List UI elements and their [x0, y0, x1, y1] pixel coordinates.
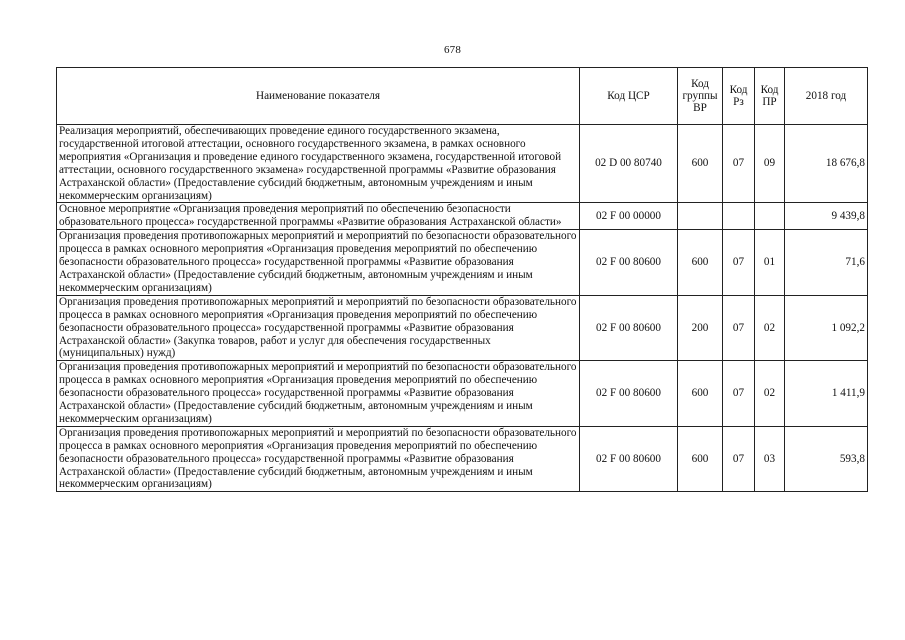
row-amount: 1 411,9	[785, 361, 868, 427]
row-rz	[723, 203, 755, 230]
row-csr: 02 F 00 80600	[580, 361, 678, 427]
row-csr: 02 F 00 00000	[580, 203, 678, 230]
header-vr: Код группы ВР	[678, 68, 723, 125]
row-vr: 600	[678, 426, 723, 492]
row-amount: 593,8	[785, 426, 868, 492]
table-row	[57, 203, 868, 230]
row-amount: 71,6	[785, 230, 868, 296]
row-vr: 600	[678, 361, 723, 427]
table-row	[57, 230, 868, 296]
row-name: Реализация мероприятий, обеспечивающих проведение единого государственного экзамена, государственной итоговой аттестации, основного государственного экзамена, в рамках основного мероприятия «Организация и проведение единого государственного экзамена, государственной итоговой аттестации, основного государственного экзамена» государственной программы «Развитие образования Астраханской области» (Предоставление субсидий бюджетным, автономным учреждениям и иным некоммерческим организациям)	[57, 125, 580, 203]
table-row	[57, 125, 868, 203]
table-row	[57, 361, 868, 427]
header-rz: Код Рз	[723, 68, 755, 125]
row-amount: 1 092,2	[785, 295, 868, 361]
row-rz: 07	[723, 361, 755, 427]
row-amount: 18 676,8	[785, 125, 868, 203]
table-row	[57, 295, 868, 361]
row-name: Организация проведения противопожарных мероприятий и мероприятий по безопасности образовательного процесса в рамках основного мероприятия «Организация проведения мероприятий по обеспечению безопасности образовательного процесса» государственной программы «Развитие образования Астраханской области» (Закупка товаров, работ и услуг для обеспечения государственных (муниципальных) нужд)	[57, 295, 580, 361]
table-header-row	[57, 68, 868, 125]
row-pr: 01	[755, 230, 785, 296]
row-pr: 09	[755, 125, 785, 203]
row-amount: 9 439,8	[785, 203, 868, 230]
header-csr: Код ЦСР	[580, 68, 678, 125]
row-rz: 07	[723, 295, 755, 361]
row-vr: 600	[678, 125, 723, 203]
row-name: Организация проведения противопожарных мероприятий и мероприятий по безопасности образовательного процесса в рамках основного мероприятия «Организация проведения мероприятий по обеспечению безопасности образовательного процесса» государственной программы «Развитие образования Астраханской области» (Предоставление субсидий бюджетным, автономным учреждениям и иным некоммерческим организациям)	[57, 426, 580, 492]
row-rz: 07	[723, 230, 755, 296]
row-pr	[755, 203, 785, 230]
row-csr: 02 F 00 80600	[580, 230, 678, 296]
budget-table	[56, 67, 868, 492]
row-csr: 02 D 00 80740	[580, 125, 678, 203]
row-name: Организация проведения противопожарных мероприятий и мероприятий по безопасности образовательного процесса в рамках основного мероприятия «Организация проведения мероприятий по обеспечению безопасности образовательного процесса» государственной программы «Развитие образования Астраханской области» (Предоставление субсидий бюджетным, автономным учреждениям и иным некоммерческим организациям)	[57, 361, 580, 427]
row-rz: 07	[723, 426, 755, 492]
row-rz: 07	[723, 125, 755, 203]
row-pr: 03	[755, 426, 785, 492]
page-number: 678	[443, 44, 462, 56]
row-name: Организация проведения противопожарных мероприятий и мероприятий по безопасности образовательного процесса в рамках основного мероприятия «Организация проведения мероприятий по обеспечению безопасности образовательного процесса» государственной программы «Развитие образования Астраханской области» (Предоставление субсидий бюджетным, автономным учреждениям и иным некоммерческим организациям)	[57, 230, 580, 296]
row-csr: 02 F 00 80600	[580, 426, 678, 492]
header-name: Наименование показателя	[57, 68, 580, 125]
row-vr: 200	[678, 295, 723, 361]
row-name: Основное мероприятие «Организация проведения мероприятий по обеспечению безопасности образовательного процесса» государственной программы «Развитие образования Астраханской области»	[57, 203, 580, 230]
row-vr	[678, 203, 723, 230]
row-pr: 02	[755, 361, 785, 427]
table-row	[57, 426, 868, 492]
header-pr: Код ПР	[755, 68, 785, 125]
row-vr: 600	[678, 230, 723, 296]
header-year: 2018 год	[785, 68, 868, 125]
row-csr: 02 F 00 80600	[580, 295, 678, 361]
row-pr: 02	[755, 295, 785, 361]
